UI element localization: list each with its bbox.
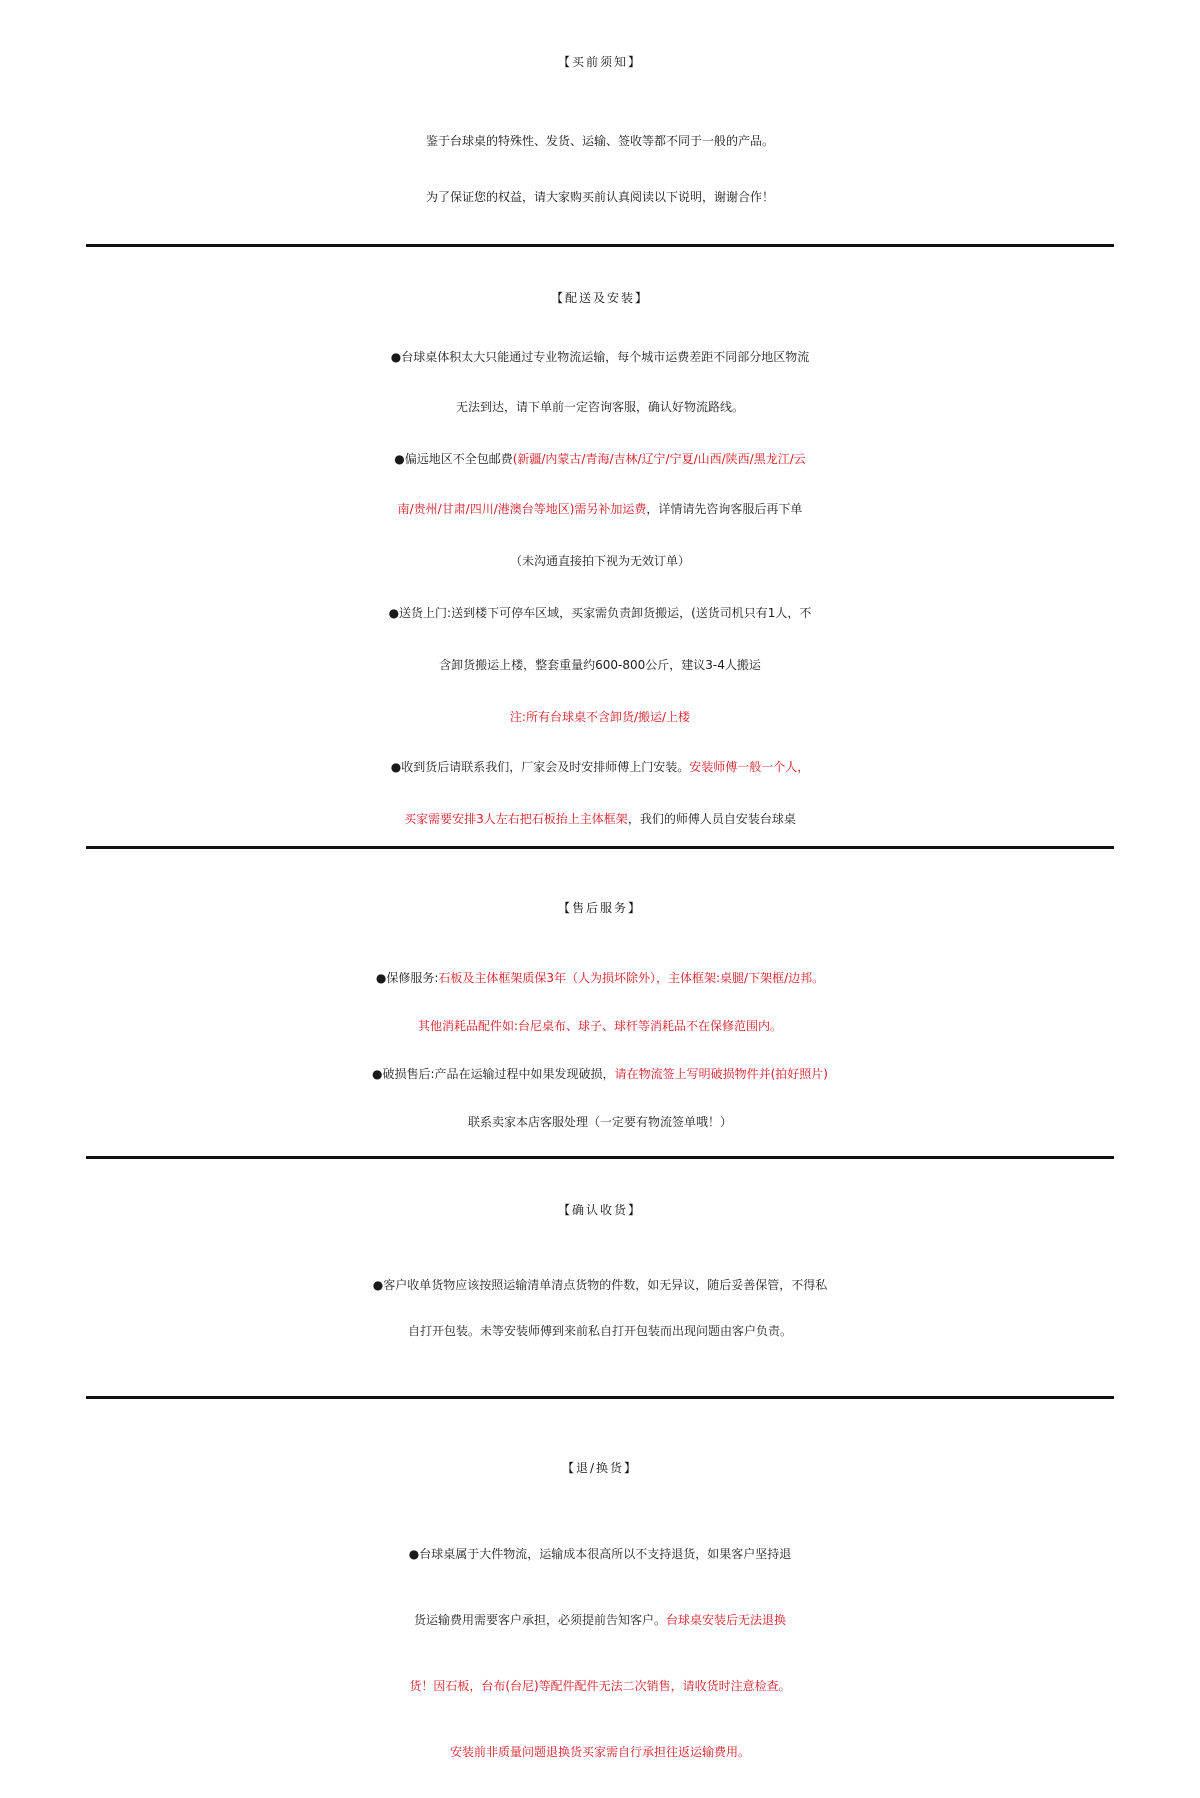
after-sales-p1-line-1 (0, 960, 1200, 996)
delivery-p1-line-1: ●台球桌体积太大只能通过专业物流运输，每个城市运费差距不同部分地区物流 (390, 350, 810, 364)
delivery-p2-line-1 (0, 440, 1200, 478)
after-sales-p2-line-1 (0, 1056, 1200, 1092)
confirm-line-1: ●客户收单货物应该按照运输清单清点货物的件数，如无异议，随后妥善保管，不得私 (372, 1278, 828, 1292)
after-sales-p1-line-1-text: ●保修服务: (375, 971, 439, 985)
delivery-p2-line-1-highlight: (新疆/内蒙古/青海/吉林/辽宁/宁夏/山西/陕西/黑龙江/云 (512, 452, 806, 466)
after-sales-p1-line-2: 其他消耗品配件如:台尼桌布、球子、球杆等消耗品不在保修范围内。 (417, 1019, 783, 1033)
delivery-p3-line-2: 含卸货搬运上楼，整套重量约600-800公斤，建议3-4人搬运 (439, 658, 761, 672)
after-sales-p1-line-1-highlight: 石板及主体框架质保3年（人为损坏除外），主体框架:桌腿/下架框/边邦。 (438, 971, 825, 985)
delivery-p4-line-2 (0, 800, 1200, 838)
section-title-delivery: 【配送及安装】 (550, 291, 649, 305)
divider-3 (86, 1156, 1114, 1159)
delivery-p2-line-2 (0, 490, 1200, 528)
returns-line-2-text: 货运输费用需要客户承担，必须提前告知客户。 (413, 1613, 666, 1627)
returns-line-2 (0, 1602, 1200, 1638)
returns-line-3: 货！因石板，台布(台尼)等配件配件无法二次销售，请收货时注意检查。 (409, 1679, 791, 1693)
returns-line-4: 安装前非质量问题退换货买家需自行承担往返运输费用。 (449, 1745, 750, 1759)
pre-purchase-line-1: 鉴于台球桌的特殊性、发货、运输、签收等都不同于一般的产品。 (425, 134, 774, 148)
after-sales-p2-line-1-text: ●破损售后:产品在运输过程中如果发现破损， (372, 1067, 615, 1081)
section-title-confirm: 【确认收货】 (557, 1203, 642, 1217)
delivery-p2-line-2-highlight: 南/贵州/甘肃/四川/港澳台等地区)需另补加运费 (397, 502, 647, 516)
after-sales-p2-line-2: 联系卖家本店客服处理（一定要有物流签单哦！） (467, 1115, 732, 1129)
delivery-p4-line-2-highlight: 买家需要安排3人左右把石板抬上主体框架 (404, 812, 628, 826)
after-sales-p2-line-1-highlight: 请在物流签上写明破损物件并(拍好照片) (614, 1067, 828, 1081)
returns-line-2-highlight: 台球桌安装后无法退换 (666, 1613, 787, 1627)
delivery-p4-line-2-text: ，我们的师傅人员自安装台球桌 (627, 812, 796, 826)
delivery-p2-line-1-text: ●偏远地区不全包邮费 (394, 452, 513, 466)
delivery-p3-note: 注:所有台球桌不含卸货/搬运/上楼 (509, 710, 691, 724)
delivery-p4-line-1 (0, 748, 1200, 786)
divider-4 (86, 1396, 1114, 1399)
delivery-p4-line-1-highlight: 安装师傅一般一个人， (689, 760, 810, 774)
pre-purchase-line-2: 为了保证您的权益，请大家购买前认真阅读以下说明，谢谢合作！ (425, 190, 774, 204)
divider-1 (86, 244, 1114, 247)
divider-2 (86, 846, 1114, 849)
confirm-line-2: 自打开包装。未等安装师傅到来前私自打开包装而出现问题由客户负责。 (407, 1324, 792, 1338)
returns-line-1: ●台球桌属于大件物流，运输成本很高所以不支持退货，如果客户坚持退 (408, 1547, 792, 1561)
section-title-returns: 【退/换货】 (561, 1461, 639, 1475)
section-title-after-sales: 【售后服务】 (557, 901, 642, 915)
delivery-p2-line-3: （未沟通直接拍下视为无效订单） (509, 554, 690, 568)
delivery-p4-line-1-text: ●收到货后请联系我们，厂家会及时安排师傅上门安装。 (390, 760, 690, 774)
delivery-p2-line-2-text: ，详情请先咨询客服后再下单 (646, 502, 803, 516)
delivery-p3-line-1: ●送货上门:送到楼下可停车区域，买家需负责卸货搬运，(送货司机只有1人，不 (388, 606, 812, 620)
delivery-p1-line-2: 无法到达，请下单前一定咨询客服，确认好物流路线。 (455, 400, 744, 414)
section-title-pre-purchase: 【买前须知】 (557, 55, 642, 69)
